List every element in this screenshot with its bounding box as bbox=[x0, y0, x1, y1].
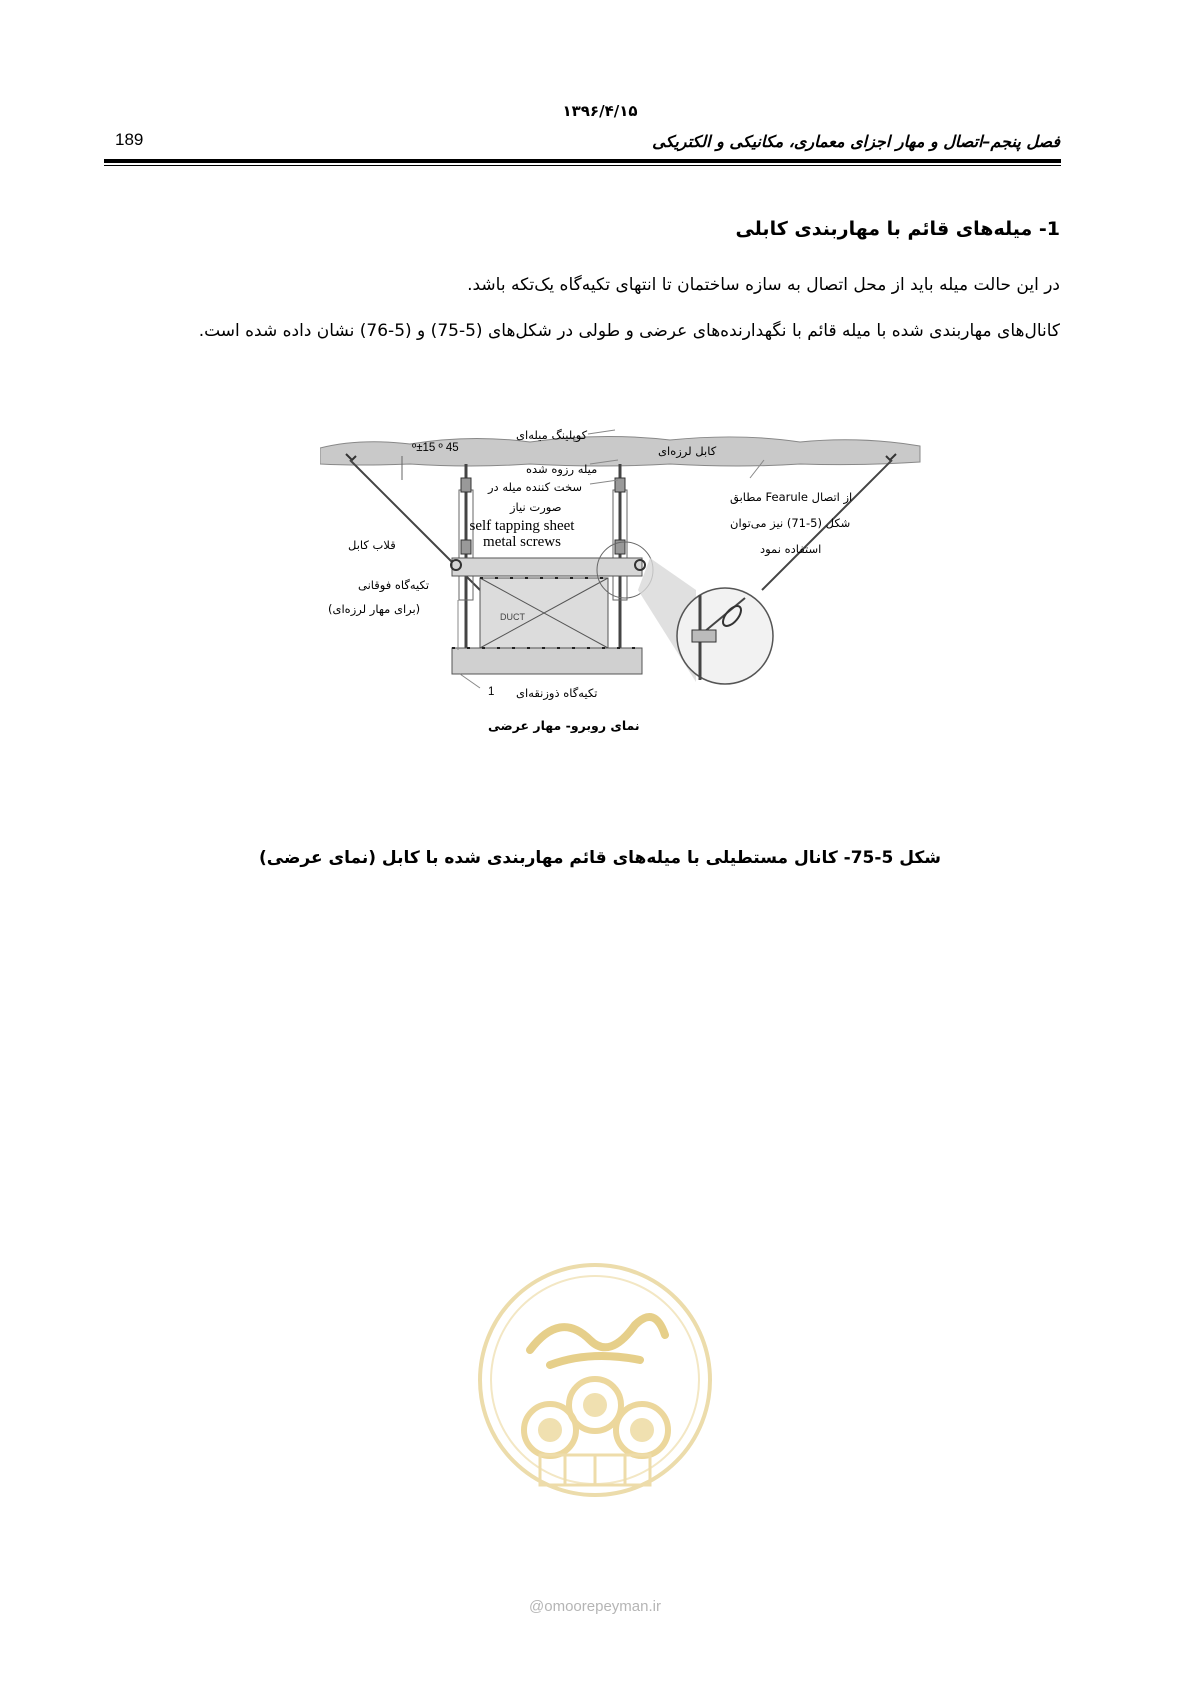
leader-line bbox=[588, 430, 615, 434]
duct-bracing-figure bbox=[320, 420, 932, 805]
upper-support bbox=[452, 558, 642, 576]
rod-stiffener-label: صورت نیاز bbox=[510, 500, 562, 514]
screws-label: self tapping sheet metal screws bbox=[469, 518, 575, 550]
detail-callout bbox=[677, 588, 773, 684]
fearule-note: شکل (5-71) نیز می‌توان bbox=[730, 516, 851, 530]
fearule-note: از اتصال Fearule مطابق bbox=[730, 490, 853, 504]
cable-hook-label: قلاب کابل bbox=[348, 538, 396, 552]
seismic-cable-label: کابل لرزه‌ای bbox=[658, 444, 717, 458]
chapter-title: فصل پنجم–اتصال و مهار اجزای معماری، مکانیکی و الکتریکی bbox=[652, 132, 1060, 151]
trapeze-support bbox=[452, 648, 642, 674]
threaded-rod-label: میله رزوه شده bbox=[526, 462, 598, 476]
view-title: نمای روبرو- مهار عرضی bbox=[488, 718, 640, 733]
upper-support-label: (برای مهار لرزه‌ای) bbox=[328, 602, 421, 616]
paragraph: کانال‌های مهاربندی شده با میله قائم با نگهدارنده‌های عرضی و طولی در شکل‌های (5-75) و (5-76) نشان داده شده است. bbox=[198, 321, 1060, 341]
duct-label: DUCT bbox=[500, 612, 525, 622]
figure-caption: شکل 5-75- کانال مستطیلی با میله‌های قائم مهاربندی شده با کابل (نمای عرضی) bbox=[259, 848, 941, 868]
rod-coupling-left bbox=[461, 478, 471, 492]
detail-bracket bbox=[692, 630, 716, 642]
logo-emblem bbox=[470, 1255, 720, 1505]
leader-line bbox=[590, 480, 618, 484]
watermark-url: @omoorepeyman.ir bbox=[529, 1598, 661, 1615]
upper-support-label: تکیه‌گاه فوقانی bbox=[358, 578, 430, 592]
page-number: 189 bbox=[115, 130, 144, 149]
rod-coupling-label: کوپلینگ میله‌ای bbox=[516, 428, 588, 442]
watermark-logo bbox=[470, 1255, 720, 1505]
section-heading: 1- میله‌های قائم با مهاربندی کابلی bbox=[735, 218, 1060, 240]
trapeze-number: 1 bbox=[488, 686, 495, 698]
trapeze-support-label: تکیه‌گاه ذوزنقه‌ای bbox=[516, 686, 598, 700]
header-rule-thick bbox=[104, 159, 1061, 163]
angle-label: 45 º±15 º bbox=[412, 442, 459, 454]
fearule-note: استفاده نمود bbox=[760, 542, 822, 556]
rod-stiffener-label: سخت کننده میله در bbox=[488, 480, 583, 494]
paragraph: در این حالت میله باید از محل اتصال به سازه ساختمان تا انتهای تکیه‌گاه یک‌تکه باشد. bbox=[467, 275, 1060, 295]
concrete-slab bbox=[320, 436, 920, 466]
leader-line bbox=[460, 674, 480, 688]
header-date: ۱۳۹۶/۴/۱۵ bbox=[562, 102, 638, 120]
header-rule-thin bbox=[104, 165, 1061, 166]
